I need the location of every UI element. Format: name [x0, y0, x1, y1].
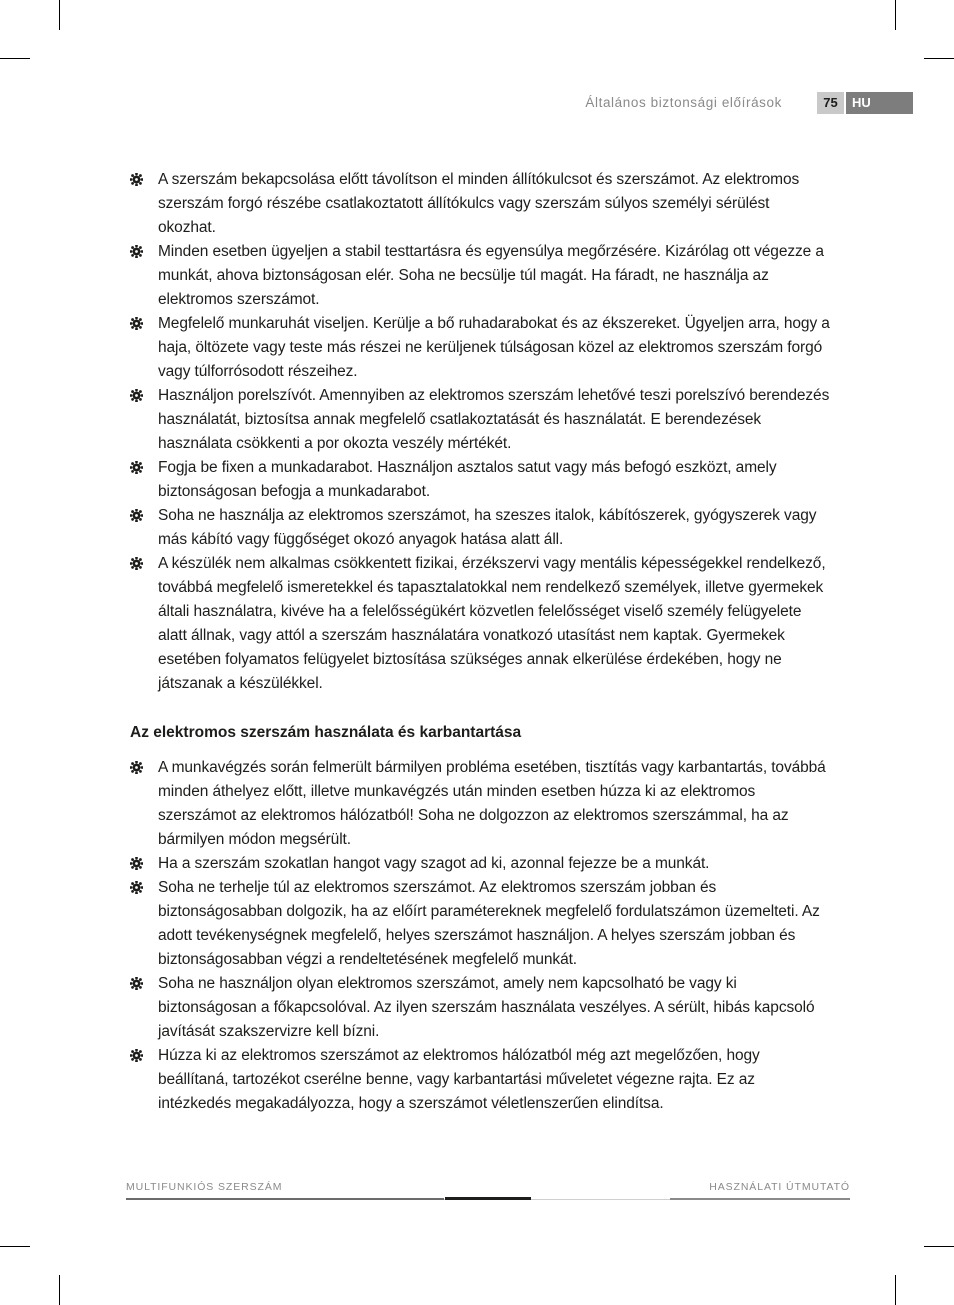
- list-item-text: Soha ne terhelje túl az elektromos szerszámot. Az elektromos szerszám jobban és biztonságosabban dolgozik, ha az előírt paramétereknek megfelelő fordulatszámon üzemelteti. Az adott tevékenységnek megfelelő, helyes szerszámot használjon. A helyes szerszám jobban és biztonságosabban végzi a rendeltetésének megfelelő munkát.: [158, 879, 820, 968]
- list-item-text: A szerszám bekapcsolása előtt távolítson el minden állítókulcsot és szerszámot. Az elektromos szerszám forgó részébe csatlakoztatott állítókulcs vagy szerszám súlyos személyi sérülést okozhat.: [158, 171, 800, 236]
- list-item-text: Megfelelő munkaruhát viseljen. Kerülje a bő ruhadarabokat és az ékszereket. Ügyeljen arra, hogy a haja, öltözete vagy teste más részei ne kerüljenek túlságosan közel az elektromos szerszám forgó vagy túlforrósodott részeihez.: [158, 315, 830, 380]
- crop-mark: [924, 58, 954, 59]
- gear-bullet-icon: [130, 557, 143, 570]
- gear-bullet-icon: [130, 857, 143, 870]
- bullet-list: [130, 756, 830, 1116]
- gear-bullet-icon: [130, 461, 143, 474]
- list-item: [130, 972, 830, 1044]
- list-item-text: Minden esetben ügyeljen a stabil testtartásra és egyensúlya megőrzésére. Kizárólag ott végezze a munkát, ahova biztonságosan elér. Soha ne becsülje túl magát. Ha fáradt, ne használja az elektromos szerszámot.: [158, 243, 824, 308]
- crop-mark: [59, 0, 60, 30]
- list-item: [130, 240, 830, 312]
- crop-mark: [59, 1275, 60, 1305]
- list-item: [130, 168, 830, 240]
- list-item-text: A munkavégzés során felmerült bármilyen probléma esetében, tisztítás vagy karbantartás, továbbá minden áthelyez előtt, illetve munkavégzés után minden esetben húzza ki az elektromos szerszámot az elektromos hálózatból! Soha ne dolgozzon az elektromos szerszámmal, ha az bármilyen módon megsérült.: [158, 759, 826, 848]
- list-item: [130, 852, 830, 876]
- gear-bullet-icon: [130, 1049, 143, 1062]
- crop-mark: [895, 0, 896, 30]
- crop-mark: [895, 1275, 896, 1305]
- crop-mark: [924, 1246, 954, 1247]
- list-item-text: A készülék nem alkalmas csökkentett fizikai, érzékszervi vagy mentális képességekkel rendelkező, továbbá megfelelő ismeretekkel és tapasztalatokkal nem rendelkező személyek, illetve gyermekek általi használatra, kivéve ha a felelősségükért közvetlen felelősséget viselő személy felügyelete alatt állnak, vagy attól a szerszám használatára vonatkozó utasítást nem kaptak. Gyermekek esetében folyamatos felügyelet biztosítása szükséges annak elkerülése érdekében, hogy ne játszanak a készülékkel.: [158, 555, 826, 692]
- footer-rule-accent: [445, 1197, 531, 1200]
- list-item: [130, 1044, 830, 1116]
- list-item-text: Soha ne használjon olyan elektromos szerszámot, amely nem kapcsolható be vagy ki biztonságosan a főkapcsolóval. Az ilyen szerszám használata veszélyes. A sérült, hibás kapcsoló javítását szakszervizre kell bízni.: [158, 975, 815, 1040]
- footer-manual-label: HASZNÁLATI ÚTMUTATÓ: [709, 1181, 850, 1193]
- document-body: [130, 168, 830, 1116]
- list-item: [130, 876, 830, 972]
- list-item: [130, 504, 830, 552]
- crop-mark: [0, 58, 30, 59]
- footer-product-name: MULTIFUNKIÓS SZERSZÁM: [126, 1181, 283, 1193]
- list-item-text: Használjon porelszívót. Amennyiben az elektromos szerszám lehetővé teszi porelszívó berendezés használatát, biztosítsa annak megfelelő csatlakoztatását és használatát. E berendezések használata csökkenti a por okozta veszély mértékét.: [158, 387, 830, 452]
- section-heading: Az elektromos szerszám használata és karbantartása: [130, 724, 522, 741]
- gear-bullet-icon: [130, 761, 143, 774]
- list-item-text: Soha ne használja az elektromos szerszámot, ha szeszes italok, kábítószerek, gyógyszerek vagy más kábító vagy függőséget okozó anyagok hatása alatt áll.: [158, 507, 817, 548]
- footer-rule-accent: [126, 1198, 444, 1200]
- list-item: [130, 552, 830, 696]
- list-item: [130, 312, 830, 384]
- list-item: [130, 456, 830, 504]
- list-item: [130, 756, 830, 852]
- footer-rule-accent: [670, 1198, 850, 1200]
- bullet-list: [130, 168, 830, 696]
- crop-mark: [0, 1246, 30, 1247]
- list-item-text: Húzza ki az elektromos szerszámot az elektromos hálózatból még azt megelőzően, hogy beállítaná, tartozékot cserélne benne, vagy karbantartási műveletet végezne rajta. Ez az intézkedés megakadályozza, hogy a szerszámot véletlenszerűen elindítsa.: [158, 1047, 760, 1112]
- gear-bullet-icon: [130, 245, 143, 258]
- gear-bullet-icon: [130, 881, 143, 894]
- gear-bullet-icon: [130, 977, 143, 990]
- gear-bullet-icon: [130, 389, 143, 402]
- language-badge: HU: [846, 92, 913, 114]
- running-header-title: Általános biztonsági előírások: [585, 95, 782, 110]
- list-item-text: Fogja be fixen a munkadarabot. Használjon asztalos satut vagy más befogó eszközt, amely biztonságosan befogja a munkadarabot.: [158, 459, 777, 500]
- list-item: [130, 384, 830, 456]
- page-number: 75: [817, 92, 844, 114]
- gear-bullet-icon: [130, 173, 143, 186]
- gear-bullet-icon: [130, 317, 143, 330]
- list-item-text: Ha a szerszám szokatlan hangot vagy szagot ad ki, azonnal fejezze be a munkát.: [158, 855, 710, 872]
- gear-bullet-icon: [130, 509, 143, 522]
